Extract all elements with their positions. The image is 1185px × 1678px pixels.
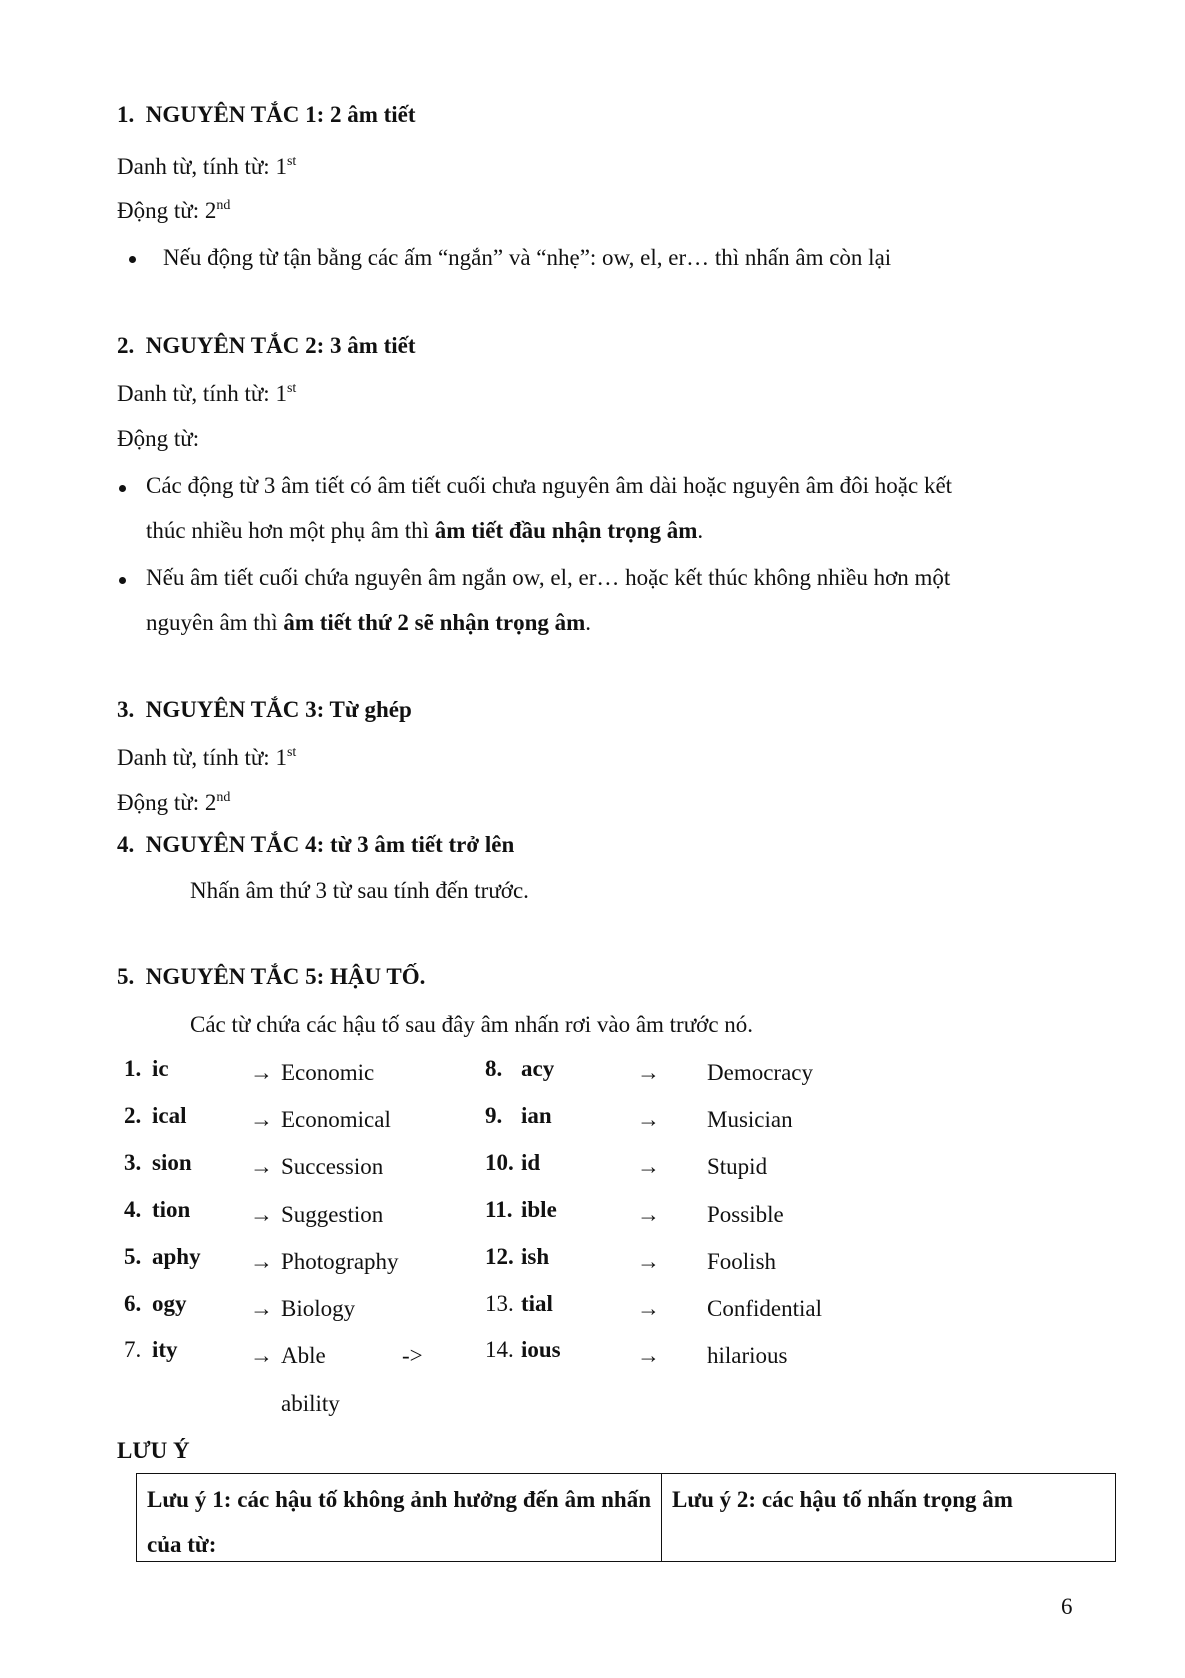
suffix-label: sion xyxy=(152,1150,192,1175)
suffix-label: tial xyxy=(521,1291,553,1316)
suffix-item-number: 14. xyxy=(485,1337,514,1362)
suffix-item-number: 4. xyxy=(124,1197,142,1222)
rule1-bullet: Nếu động từ tận bằng các ấm “ngắn” và “nhẹ”: ow, el, er… thì nhấn âm còn lại xyxy=(163,245,892,270)
notes-table xyxy=(136,1473,1116,1562)
section-number: 3. xyxy=(117,697,135,722)
rule2-bullet2-line2: nguyên âm thì âm tiết thứ 2 sẽ nhận trọng âm. xyxy=(146,610,592,635)
section-heading-4 xyxy=(117,832,514,858)
rule5-intro: Các từ chứa các hậu tố sau đây âm nhấn rơi vào âm trước nó. xyxy=(190,1012,754,1037)
suffix-label: id xyxy=(521,1150,541,1175)
suffix-example: Succession xyxy=(281,1154,384,1179)
section-heading-2 xyxy=(117,333,416,359)
rule4-text: Nhấn âm thứ 3 từ sau tính đến trước. xyxy=(190,878,529,903)
bullet-icon xyxy=(119,577,126,584)
suffix-item-number: 1. xyxy=(124,1056,142,1081)
arrow-icon: → xyxy=(637,1202,660,1227)
suffix-item-number: 11. xyxy=(485,1197,513,1222)
suffix-label: ity xyxy=(152,1337,178,1362)
section-title: NGUYÊN TẮC 4: từ 3 âm tiết trở lên xyxy=(145,832,515,857)
suffix-example: Photography xyxy=(281,1249,399,1274)
suffix-label: ish xyxy=(521,1244,550,1269)
suffix-example: Biology xyxy=(281,1296,356,1321)
suffix-label: tion xyxy=(152,1197,191,1222)
note-cell-1: Lưu ý 1: các hậu tố không ảnh hưởng đến âm nhấn của từ: xyxy=(137,1474,662,1561)
section-title: NGUYÊN TẮC 5: HẬU TỐ. xyxy=(145,964,426,989)
rule2-bullet1-line1: Các động từ 3 âm tiết có âm tiết cuối chưa nguyên âm dài hoặc nguyên âm đôi hoặc kết xyxy=(146,473,953,498)
bullet-icon xyxy=(129,256,136,263)
suffix-example: Stupid xyxy=(707,1154,768,1179)
suffix-example: Confidential xyxy=(707,1296,822,1321)
suffix-item-number: 10. xyxy=(485,1150,514,1175)
suffix-item-number: 12. xyxy=(485,1244,514,1269)
suffix-item-number: 6. xyxy=(124,1291,142,1316)
suffix-example: Economical xyxy=(281,1107,391,1132)
suffix-example: Musician xyxy=(707,1107,793,1132)
arrow-icon: → xyxy=(250,1154,273,1179)
rule2-verb: Động từ: xyxy=(117,426,200,451)
suffix-label: ian xyxy=(521,1103,552,1128)
arrow-icon: → xyxy=(637,1154,660,1179)
suffix-example: Economic xyxy=(281,1060,375,1085)
bullet-icon xyxy=(119,485,126,492)
suffix-example: Able xyxy=(281,1343,326,1368)
suffix-label: ogy xyxy=(152,1291,187,1316)
rule2-bullet2-line1: Nếu âm tiết cuối chứa nguyên âm ngắn ow, el, er… hoặc kết thúc không nhiều hơn một xyxy=(146,565,951,590)
suffix-example: Foolish xyxy=(707,1249,777,1274)
arrow-icon: → xyxy=(637,1060,660,1085)
note-cell-2: Lưu ý 2: các hậu tố nhấn trọng âm xyxy=(672,1487,1013,1512)
section-heading-1 xyxy=(117,102,416,128)
rule2-bullet1-line2: thúc nhiều hơn một phụ âm thì âm tiết đầu nhận trọng âm. xyxy=(146,518,704,543)
section-title: NGUYÊN TẮC 2: 3 âm tiết xyxy=(145,333,416,358)
suffix-example: hilarious xyxy=(707,1343,788,1368)
section-title: NGUYÊN TẮC 1: 2 âm tiết xyxy=(145,102,416,127)
suffix-label: ic xyxy=(152,1056,169,1081)
arrow-icon: → xyxy=(250,1202,273,1227)
section-number: 5. xyxy=(117,964,135,989)
suffix-label: acy xyxy=(521,1056,555,1081)
section-number: 1. xyxy=(117,102,135,127)
arrow-icon: → xyxy=(250,1343,273,1368)
arrow-icon: → xyxy=(637,1249,660,1274)
suffix-item-number: 13. xyxy=(485,1291,514,1316)
section-title: NGUYÊN TẮC 3: Từ ghép xyxy=(145,697,412,722)
suffix-item-number: 3. xyxy=(124,1150,142,1175)
arrow-icon: → xyxy=(250,1296,273,1321)
notes-heading: LƯU Ý xyxy=(117,1438,190,1463)
suffix-label: aphy xyxy=(152,1244,201,1269)
suffix-item-number: 5. xyxy=(124,1244,142,1269)
arrow-icon: → xyxy=(250,1060,273,1085)
page-number: 6 xyxy=(1061,1594,1073,1619)
suffix-extra-arrow: -> xyxy=(402,1343,423,1368)
suffix-item-number: 9. xyxy=(485,1103,503,1128)
suffix-item-number: 8. xyxy=(485,1056,503,1081)
suffix-example: Democracy xyxy=(707,1060,813,1085)
arrow-icon: → xyxy=(637,1343,660,1368)
section-heading-3 xyxy=(117,697,412,723)
rule2-noun-adj: Danh từ, tính từ: 1st xyxy=(117,381,297,406)
rule1-noun-adj: Danh từ, tính từ: 1st xyxy=(117,154,297,179)
section-number: 4. xyxy=(117,832,135,857)
suffix-label: ical xyxy=(152,1103,187,1128)
rule3-verb: Động từ: 2nd xyxy=(117,790,231,815)
arrow-icon: → xyxy=(637,1107,660,1132)
suffix-item-number: 7. xyxy=(124,1337,142,1362)
suffix-example: Suggestion xyxy=(281,1202,384,1227)
suffix-example: Possible xyxy=(707,1202,784,1227)
suffix-label: ious xyxy=(521,1337,561,1362)
suffix-example-continuation: ability xyxy=(281,1391,340,1416)
rule1-verb: Động từ: 2nd xyxy=(117,198,231,223)
suffix-label: ible xyxy=(521,1197,557,1222)
arrow-icon: → xyxy=(250,1249,273,1274)
section-number: 2. xyxy=(117,333,135,358)
rule3-noun-adj: Danh từ, tính từ: 1st xyxy=(117,745,297,770)
arrow-icon: → xyxy=(637,1296,660,1321)
suffix-item-number: 2. xyxy=(124,1103,142,1128)
arrow-icon: → xyxy=(250,1107,273,1132)
section-heading-5 xyxy=(117,964,425,990)
